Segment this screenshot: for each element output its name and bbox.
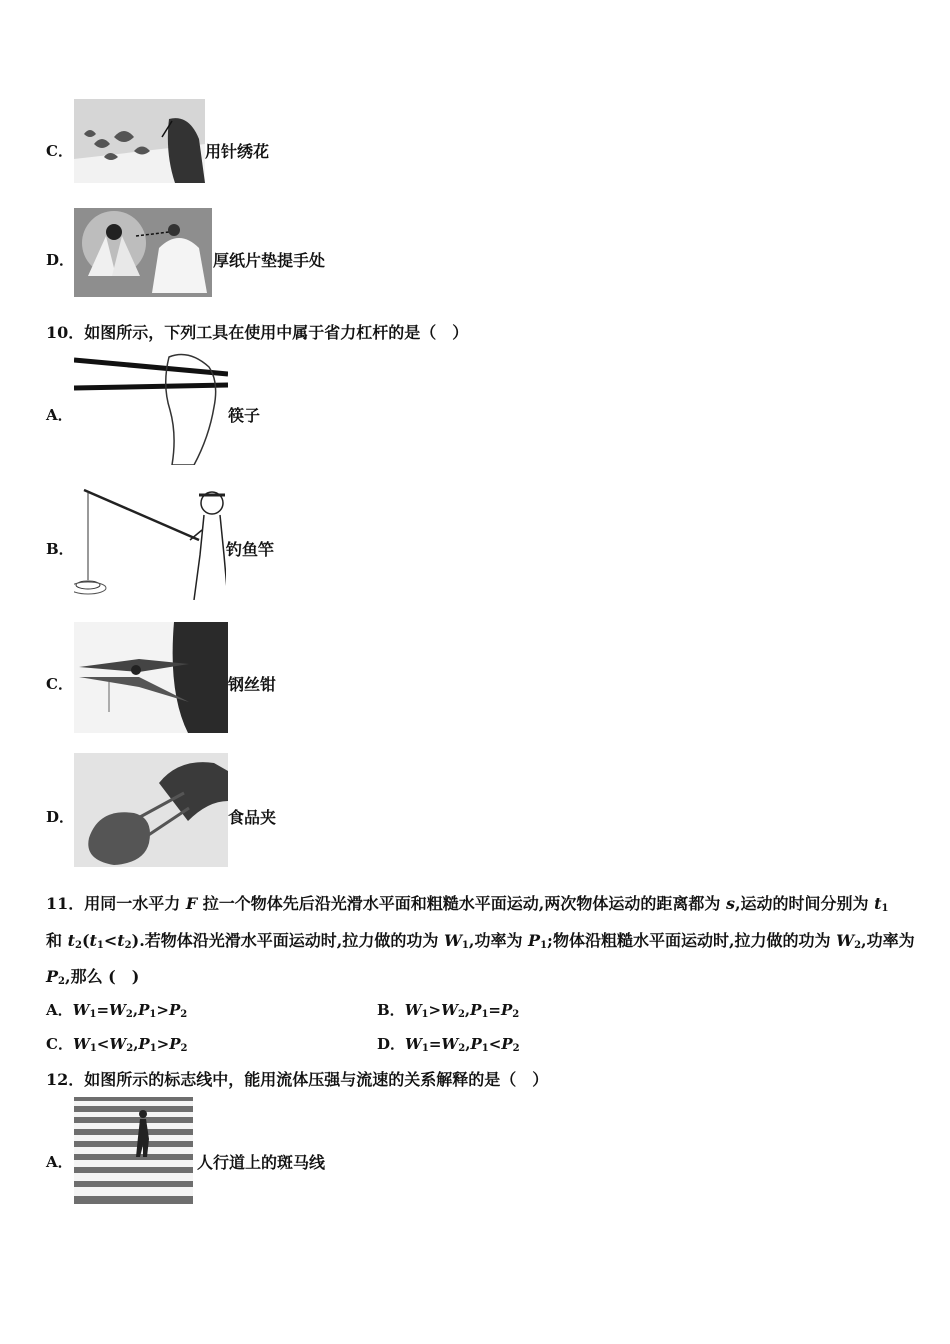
q11-option-a: A．$W_1=W_2,P_1>P_2$ bbox=[46, 1001, 188, 1020]
q10-option-c-caption: 钢丝钳 bbox=[228, 675, 277, 694]
q9-option-c-letter: C． bbox=[46, 142, 73, 160]
q10-option-a-caption: 筷子 bbox=[228, 406, 261, 425]
bag-handle-image bbox=[74, 208, 212, 297]
q10-option-d-caption: 食品夹 bbox=[228, 808, 277, 827]
q11-option-c: C．$W_1<W_2,P_1>P_2$ bbox=[46, 1035, 188, 1054]
q11-option-d: D．$W_1=W_2,P_1<P_2$ bbox=[377, 1035, 520, 1054]
q10-option-d-letter: D． bbox=[46, 808, 75, 826]
pliers-image bbox=[74, 622, 228, 733]
q11-stem-line1: 11．用同一水平力 F 拉一个物体先后沿光滑水平面和粗糙水平面运动,两次物体运动的距离都为 s,运动的时间分别为 $t_1$ bbox=[46, 894, 889, 914]
q10-option-a-letter: A． bbox=[46, 406, 73, 424]
q10-option-b-caption: 钓鱼竿 bbox=[226, 540, 275, 559]
q10-option-b-letter: B． bbox=[46, 540, 74, 558]
embroidery-image bbox=[74, 99, 205, 183]
q10-option-c-letter: C． bbox=[46, 675, 73, 693]
q11-stem-line3: $P_2$,那么 ( ) bbox=[46, 967, 140, 987]
zebra-crossing-image bbox=[74, 1097, 193, 1204]
q12-option-a-letter: A． bbox=[46, 1153, 73, 1171]
q9-option-d-caption: 厚纸片垫提手处 bbox=[213, 251, 326, 270]
fishing-rod-image bbox=[74, 485, 226, 600]
q11-stem-line2: 和 $t_2(t_1<t_2)$.若物体沿光滑水平面运动时,拉力做的功为 $W_1$,功率为 $P_1$;物体沿粗糙水平面运动时,拉力做的功为 $W_2$,功率为 bbox=[46, 931, 915, 951]
q9-option-c-caption: 用针绣花 bbox=[205, 142, 270, 161]
q11-option-b: B．$W_1>W_2,P_1=P_2$ bbox=[377, 1001, 520, 1020]
food-tongs-image bbox=[74, 753, 228, 867]
q12-option-a-caption: 人行道上的斑马线 bbox=[197, 1153, 326, 1172]
q9-option-d-letter: D． bbox=[46, 251, 75, 269]
q10-stem: 10．如图所示，下列工具在使用中属于省力杠杆的是（ ） bbox=[46, 323, 469, 342]
q12-stem: 12．如图所示的标志线中，能用流体压强与流速的关系解释的是（ ） bbox=[46, 1070, 549, 1089]
chopsticks-image bbox=[74, 352, 228, 465]
